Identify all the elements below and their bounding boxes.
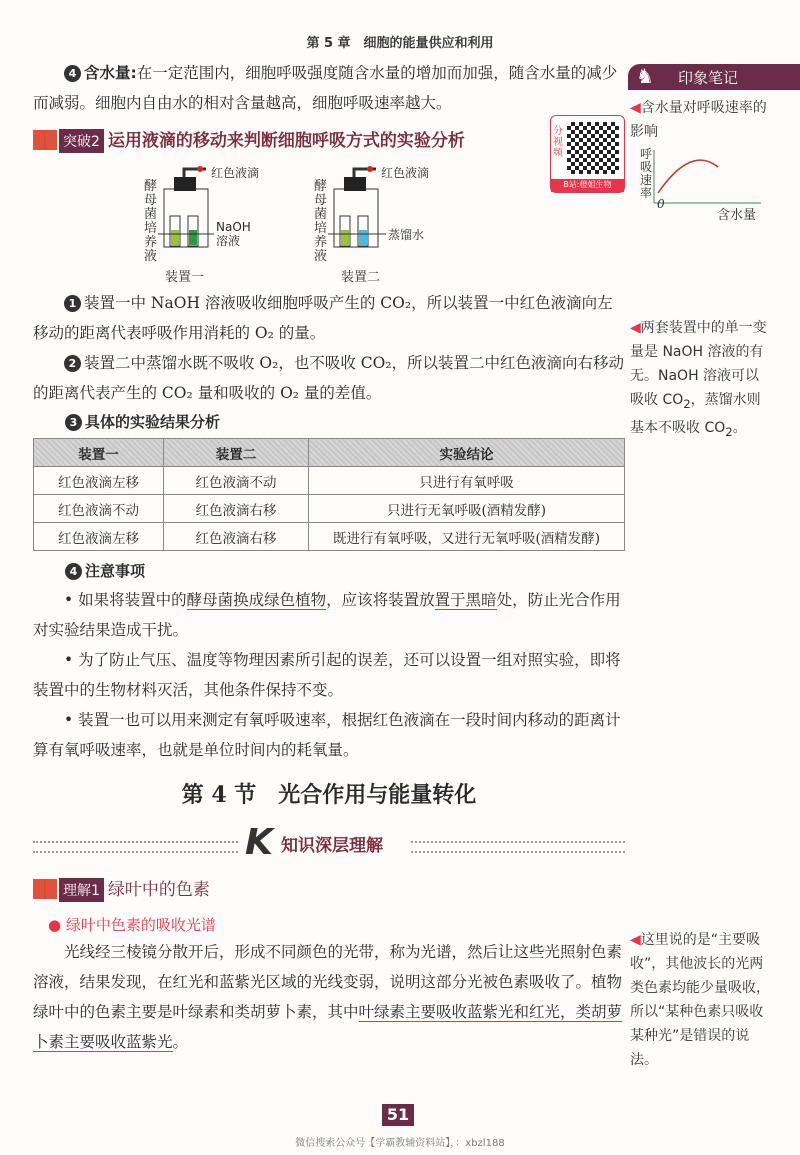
side-note-variable: ◀两套装置中的单一变量是 NaOH 溶液的有无。NaOH 溶液可以吸收 $CO_2$，蒸馏水则基本不吸收 $CO_2$。 (630, 320, 767, 439)
main-column (33, 58, 625, 1057)
section-heading-2: 理解1 绿叶中的色素 (33, 877, 625, 903)
table-header-row: 装置一 装置二 实验结论 (34, 439, 625, 467)
table-row: 红色液滴左移 红色液滴不动 只进行有氧呼吸 (34, 467, 625, 495)
footer-text: 微信搜索公众号【学霸教辅资料站】，：xbzl188 (295, 1138, 505, 1149)
device1-side-label: 酵母菌培养液 (144, 179, 158, 264)
device2-side-label: 酵母菌培养液 (314, 179, 328, 264)
graph-origin: 0 (657, 197, 665, 211)
section-heading-1: 突破2 运用液滴的移动来判断细胞呼吸方式的实验分析 (33, 128, 543, 154)
running-header: 第 5 章 细胞的能量供应和利用 (306, 36, 494, 51)
device1-drop-label: 红色液滴 (211, 166, 260, 180)
point-1: 1 装置一中 NaOH 溶液吸收细胞呼吸产生的 CO₂，所以装置一中红色液滴向左移动的距离代表呼吸作用消耗的 O₂ 的量。 (33, 294, 613, 342)
elephant-icon: ♞ (636, 64, 654, 88)
k-logo: K (245, 822, 273, 863)
intro-paragraph: 4 含水量:在一定范围内，细胞呼吸强度随含水量的增加而加强，随含水量的减少而减弱。细胞内自由水的相对含量越高，细胞呼吸速率越大。 (33, 64, 618, 112)
device-one (158, 166, 214, 247)
results-heading: 3 具体的实验结果分析 (33, 408, 625, 436)
spectrum-paragraph: 光线经三棱镜分散开后，形成不同颜色的光带，称为光谱，然后让这些光照射色素溶液，结果发现，在红光和蓝紫光区域的光线变弱，说明这部分光被色素吸收了。植物绿叶中的色素主要是叶绿素和类胡萝卜素，其中叶绿素主要吸收蓝紫光和红光，类胡萝卜素主要吸收蓝紫光。 (33, 943, 623, 1051)
section-title: 第 4 节 光合作用与能量转化 (181, 782, 477, 808)
device2-caption: 装置二 (341, 270, 381, 285)
note-bullet-2: • 为了防止气压、温度等物理因素所引起的误差，还可以设置一组对照实验，即将装置中的生物材料灭活，其他条件保持不变。 (33, 651, 621, 699)
side-note-water: ◀含水量对呼吸速率的影响 (630, 100, 767, 140)
device1-caption: 装置一 (165, 270, 205, 285)
table-row: 红色液滴左移 红色液滴右移 既进行有氧呼吸，又进行无氧呼吸(酒精发酵) (34, 523, 625, 551)
apparatus-figure-block (33, 158, 625, 288)
side-note-absorption: ◀这里说的是“主要吸收”，其他波长的光两类色素均能少量吸收，所以“某种色素只吸收某种光”是错误的说法。 (630, 932, 770, 1068)
leaf-icon: ● (48, 916, 66, 934)
note-bullet-3: • 装置一也可以用来测定有氧呼吸速率，根据红色液滴在一段时间内移动的距离计算有氧呼吸速率，也就是单位时间内的耗氧量。 (33, 711, 621, 759)
qr-caption: B站:橙姐生物 (551, 179, 624, 192)
note-bullet-1: • 如果将装置中的酵母菌换成绿色植物，应该将装置放置于黑暗处，防止光合作用对实验结果造成干扰。 (33, 591, 621, 639)
device2-drop-label: 红色液滴 (381, 166, 430, 180)
subheading: ● 绿叶中色素的吸收光谱 (48, 916, 216, 934)
notes-title: 印象笔记 (678, 69, 739, 87)
banner-title: 知识深层理解 (281, 836, 383, 856)
qr-label: 分视频 (553, 126, 563, 159)
book-icon (33, 879, 57, 899)
book-icon (33, 130, 57, 150)
divider-left (33, 841, 238, 853)
results-table (33, 438, 625, 551)
device1-solution-label: NaOH溶液 (216, 220, 251, 248)
graph-ylabel: 呼吸速率 (640, 147, 653, 200)
divider-right (411, 841, 625, 853)
graph-xlabel: 含水量 (717, 208, 757, 223)
notes-header (628, 64, 800, 90)
page-number: 51 (382, 1104, 414, 1126)
table-row: 红色液滴不动 红色液滴右移 只进行无氧呼吸(酒精发酵) (34, 495, 625, 523)
device2-solution-label: 蒸馏水 (388, 228, 425, 242)
point-2: 2 装置二中蒸馏水既不吸收 O₂，也不吸收 CO₂，所以装置二中红色液滴向右移动的距离代表产生的 CO₂ 量和吸收的 O₂ 量的差值。 (33, 354, 625, 402)
notes-heading: 4 注意事项 (33, 557, 625, 585)
banner (33, 822, 625, 865)
device-two (328, 166, 386, 247)
